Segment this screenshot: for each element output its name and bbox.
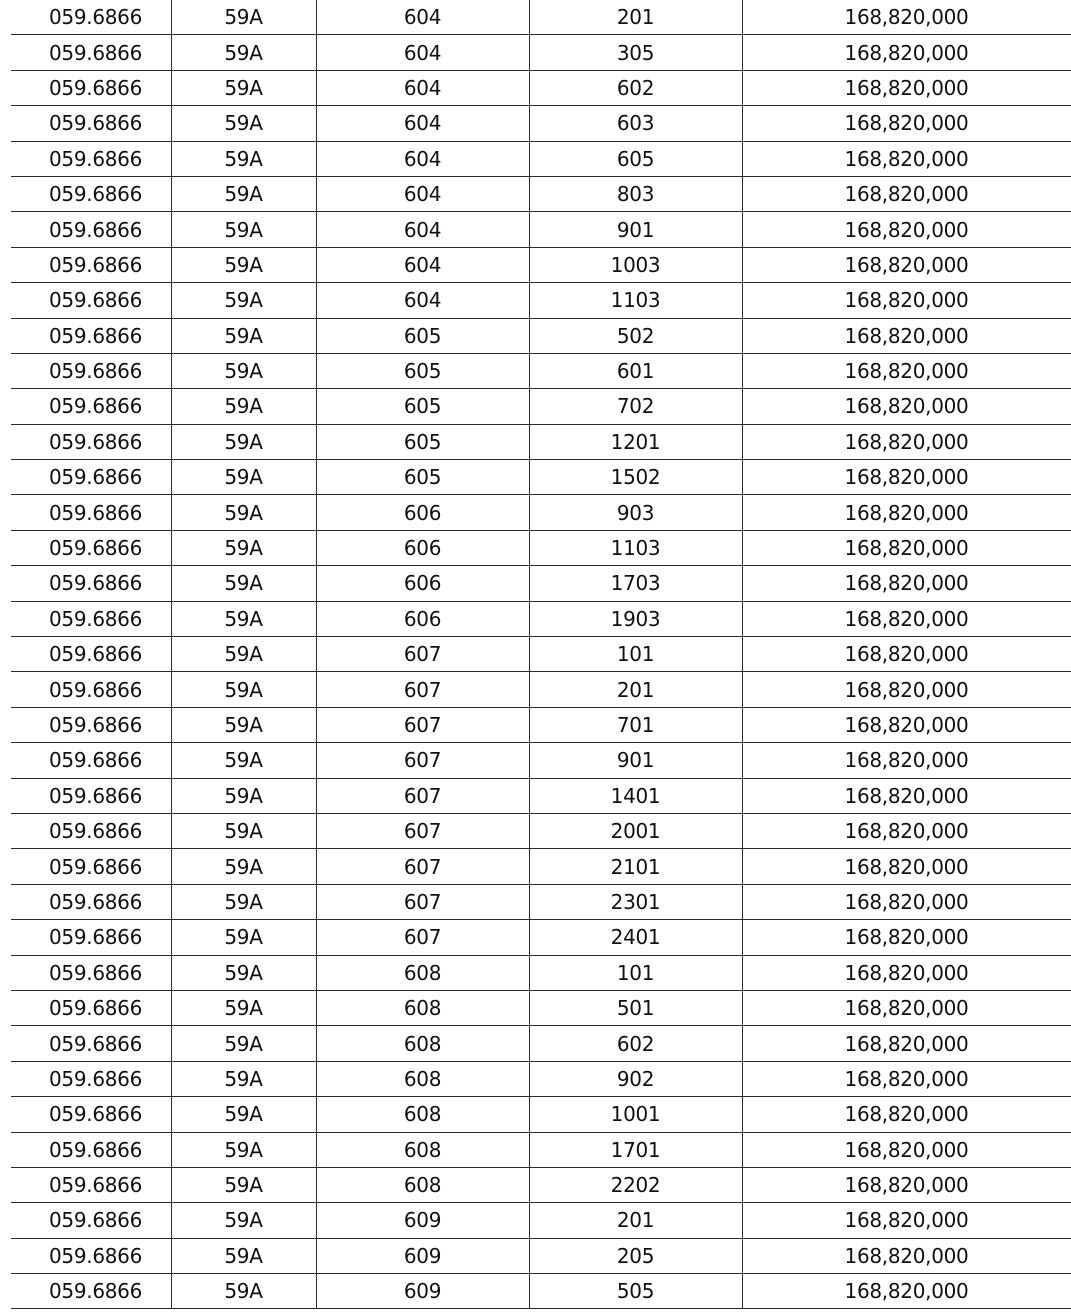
table-row bbox=[11, 990, 1071, 1025]
price-cell: 168,820,000 bbox=[742, 424, 1071, 459]
series-cell: 59A bbox=[171, 353, 316, 388]
code-cell: 059.6866 bbox=[11, 884, 171, 919]
unit-cell: 2202 bbox=[529, 1167, 742, 1202]
block-cell: 607 bbox=[316, 672, 529, 707]
price-cell: 168,820,000 bbox=[742, 849, 1071, 884]
price-cell: 168,820,000 bbox=[742, 601, 1071, 636]
unit-cell: 101 bbox=[529, 955, 742, 990]
unit-cell: 902 bbox=[529, 1061, 742, 1096]
table-row bbox=[11, 141, 1071, 176]
block-cell: 605 bbox=[316, 318, 529, 353]
code-cell: 059.6866 bbox=[11, 318, 171, 353]
unit-cell: 702 bbox=[529, 389, 742, 424]
block-cell: 604 bbox=[316, 0, 529, 35]
unit-cell: 602 bbox=[529, 1026, 742, 1061]
code-cell: 059.6866 bbox=[11, 1274, 171, 1309]
price-cell: 168,820,000 bbox=[742, 955, 1071, 990]
price-cell: 168,820,000 bbox=[742, 70, 1071, 105]
block-cell: 607 bbox=[316, 637, 529, 672]
price-cell: 168,820,000 bbox=[742, 176, 1071, 211]
block-cell: 604 bbox=[316, 35, 529, 70]
unit-cell: 205 bbox=[529, 1238, 742, 1273]
code-cell: 059.6866 bbox=[11, 637, 171, 672]
table-row bbox=[11, 212, 1071, 247]
table-row bbox=[11, 778, 1071, 813]
block-cell: 605 bbox=[316, 424, 529, 459]
series-cell: 59A bbox=[171, 1026, 316, 1061]
code-cell: 059.6866 bbox=[11, 743, 171, 778]
block-cell: 607 bbox=[316, 813, 529, 848]
table-row bbox=[11, 389, 1071, 424]
price-cell: 168,820,000 bbox=[742, 920, 1071, 955]
table-row bbox=[11, 672, 1071, 707]
block-cell: 608 bbox=[316, 1132, 529, 1167]
table-row bbox=[11, 884, 1071, 919]
series-cell: 59A bbox=[171, 530, 316, 565]
unit-cell: 1703 bbox=[529, 566, 742, 601]
series-cell: 59A bbox=[171, 212, 316, 247]
price-cell: 168,820,000 bbox=[742, 1203, 1071, 1238]
block-cell: 604 bbox=[316, 70, 529, 105]
unit-cell: 2301 bbox=[529, 884, 742, 919]
series-cell: 59A bbox=[171, 318, 316, 353]
price-cell: 168,820,000 bbox=[742, 1061, 1071, 1096]
price-cell: 168,820,000 bbox=[742, 283, 1071, 318]
block-cell: 606 bbox=[316, 530, 529, 565]
table-row bbox=[11, 530, 1071, 565]
series-cell: 59A bbox=[171, 601, 316, 636]
code-cell: 059.6866 bbox=[11, 1097, 171, 1132]
unit-cell: 1103 bbox=[529, 283, 742, 318]
table-row bbox=[11, 176, 1071, 211]
price-cell: 168,820,000 bbox=[742, 0, 1071, 35]
price-cell: 168,820,000 bbox=[742, 389, 1071, 424]
block-cell: 608 bbox=[316, 1167, 529, 1202]
block-cell: 607 bbox=[316, 884, 529, 919]
series-cell: 59A bbox=[171, 849, 316, 884]
unit-cell: 1001 bbox=[529, 1097, 742, 1132]
series-cell: 59A bbox=[171, 778, 316, 813]
block-cell: 607 bbox=[316, 920, 529, 955]
table-row bbox=[11, 601, 1071, 636]
code-cell: 059.6866 bbox=[11, 212, 171, 247]
table-row bbox=[11, 495, 1071, 530]
series-cell: 59A bbox=[171, 707, 316, 742]
code-cell: 059.6866 bbox=[11, 70, 171, 105]
unit-cell: 1103 bbox=[529, 530, 742, 565]
series-cell: 59A bbox=[171, 813, 316, 848]
price-cell: 168,820,000 bbox=[742, 637, 1071, 672]
series-cell: 59A bbox=[171, 176, 316, 211]
unit-cell: 1003 bbox=[529, 247, 742, 282]
price-cell: 168,820,000 bbox=[742, 990, 1071, 1025]
table-row bbox=[11, 1026, 1071, 1061]
series-cell: 59A bbox=[171, 743, 316, 778]
series-cell: 59A bbox=[171, 247, 316, 282]
code-cell: 059.6866 bbox=[11, 707, 171, 742]
unit-cell: 201 bbox=[529, 1203, 742, 1238]
series-cell: 59A bbox=[171, 884, 316, 919]
block-cell: 606 bbox=[316, 495, 529, 530]
price-cell: 168,820,000 bbox=[742, 1238, 1071, 1273]
block-cell: 608 bbox=[316, 990, 529, 1025]
unit-cell: 501 bbox=[529, 990, 742, 1025]
block-cell: 604 bbox=[316, 141, 529, 176]
table-row bbox=[11, 35, 1071, 70]
series-cell: 59A bbox=[171, 495, 316, 530]
unit-cell: 1201 bbox=[529, 424, 742, 459]
code-cell: 059.6866 bbox=[11, 0, 171, 35]
unit-cell: 305 bbox=[529, 35, 742, 70]
price-cell: 168,820,000 bbox=[742, 884, 1071, 919]
code-cell: 059.6866 bbox=[11, 530, 171, 565]
series-cell: 59A bbox=[171, 1097, 316, 1132]
code-cell: 059.6866 bbox=[11, 176, 171, 211]
code-cell: 059.6866 bbox=[11, 106, 171, 141]
code-cell: 059.6866 bbox=[11, 424, 171, 459]
code-cell: 059.6866 bbox=[11, 247, 171, 282]
unit-cell: 602 bbox=[529, 70, 742, 105]
price-cell: 168,820,000 bbox=[742, 813, 1071, 848]
price-cell: 168,820,000 bbox=[742, 743, 1071, 778]
series-cell: 59A bbox=[171, 0, 316, 35]
unit-cell: 1502 bbox=[529, 460, 742, 495]
block-cell: 608 bbox=[316, 1061, 529, 1096]
table-row bbox=[11, 1167, 1071, 1202]
series-cell: 59A bbox=[171, 920, 316, 955]
unit-cell: 901 bbox=[529, 212, 742, 247]
series-cell: 59A bbox=[171, 106, 316, 141]
unit-cell: 803 bbox=[529, 176, 742, 211]
price-cell: 168,820,000 bbox=[742, 672, 1071, 707]
code-cell: 059.6866 bbox=[11, 283, 171, 318]
block-cell: 605 bbox=[316, 460, 529, 495]
code-cell: 059.6866 bbox=[11, 672, 171, 707]
table-row bbox=[11, 813, 1071, 848]
price-cell: 168,820,000 bbox=[742, 212, 1071, 247]
block-cell: 606 bbox=[316, 601, 529, 636]
series-cell: 59A bbox=[171, 1203, 316, 1238]
unit-cell: 601 bbox=[529, 353, 742, 388]
block-cell: 604 bbox=[316, 106, 529, 141]
price-cell: 168,820,000 bbox=[742, 460, 1071, 495]
price-cell: 168,820,000 bbox=[742, 141, 1071, 176]
block-cell: 606 bbox=[316, 566, 529, 601]
unit-cell: 201 bbox=[529, 672, 742, 707]
unit-cell: 1903 bbox=[529, 601, 742, 636]
block-cell: 604 bbox=[316, 176, 529, 211]
price-cell: 168,820,000 bbox=[742, 35, 1071, 70]
series-cell: 59A bbox=[171, 1167, 316, 1202]
price-cell: 168,820,000 bbox=[742, 247, 1071, 282]
series-cell: 59A bbox=[171, 283, 316, 318]
price-cell: 168,820,000 bbox=[742, 778, 1071, 813]
price-cell: 168,820,000 bbox=[742, 1167, 1071, 1202]
unit-cell: 2101 bbox=[529, 849, 742, 884]
price-cell: 168,820,000 bbox=[742, 318, 1071, 353]
code-cell: 059.6866 bbox=[11, 1203, 171, 1238]
code-cell: 059.6866 bbox=[11, 778, 171, 813]
series-cell: 59A bbox=[171, 35, 316, 70]
code-cell: 059.6866 bbox=[11, 1167, 171, 1202]
table-row bbox=[11, 353, 1071, 388]
block-cell: 604 bbox=[316, 283, 529, 318]
table-row bbox=[11, 743, 1071, 778]
block-cell: 607 bbox=[316, 778, 529, 813]
code-cell: 059.6866 bbox=[11, 813, 171, 848]
table-row bbox=[11, 1097, 1071, 1132]
price-cell: 168,820,000 bbox=[742, 106, 1071, 141]
code-cell: 059.6866 bbox=[11, 35, 171, 70]
series-cell: 59A bbox=[171, 1274, 316, 1309]
table-row bbox=[11, 318, 1071, 353]
table-row bbox=[11, 637, 1071, 672]
series-cell: 59A bbox=[171, 1132, 316, 1167]
series-cell: 59A bbox=[171, 637, 316, 672]
price-cell: 168,820,000 bbox=[742, 1097, 1071, 1132]
table-row bbox=[11, 70, 1071, 105]
table-row bbox=[11, 460, 1071, 495]
series-cell: 59A bbox=[171, 990, 316, 1025]
block-cell: 608 bbox=[316, 955, 529, 990]
series-cell: 59A bbox=[171, 1061, 316, 1096]
unit-cell: 1401 bbox=[529, 778, 742, 813]
series-cell: 59A bbox=[171, 141, 316, 176]
series-cell: 59A bbox=[171, 460, 316, 495]
block-cell: 607 bbox=[316, 743, 529, 778]
price-cell: 168,820,000 bbox=[742, 1026, 1071, 1061]
data-table bbox=[11, 0, 1071, 1309]
table-row bbox=[11, 1274, 1071, 1309]
series-cell: 59A bbox=[171, 672, 316, 707]
unit-cell: 2401 bbox=[529, 920, 742, 955]
code-cell: 059.6866 bbox=[11, 460, 171, 495]
table-row bbox=[11, 920, 1071, 955]
price-cell: 168,820,000 bbox=[742, 1274, 1071, 1309]
unit-cell: 2001 bbox=[529, 813, 742, 848]
table-row bbox=[11, 955, 1071, 990]
code-cell: 059.6866 bbox=[11, 353, 171, 388]
unit-cell: 201 bbox=[529, 0, 742, 35]
code-cell: 059.6866 bbox=[11, 1026, 171, 1061]
table-row bbox=[11, 1238, 1071, 1273]
unit-cell: 605 bbox=[529, 141, 742, 176]
table-body bbox=[11, 0, 1071, 1309]
code-cell: 059.6866 bbox=[11, 389, 171, 424]
price-cell: 168,820,000 bbox=[742, 353, 1071, 388]
series-cell: 59A bbox=[171, 566, 316, 601]
code-cell: 059.6866 bbox=[11, 601, 171, 636]
block-cell: 605 bbox=[316, 353, 529, 388]
unit-cell: 903 bbox=[529, 495, 742, 530]
code-cell: 059.6866 bbox=[11, 849, 171, 884]
block-cell: 608 bbox=[316, 1026, 529, 1061]
price-cell: 168,820,000 bbox=[742, 495, 1071, 530]
unit-cell: 901 bbox=[529, 743, 742, 778]
block-cell: 604 bbox=[316, 247, 529, 282]
price-cell: 168,820,000 bbox=[742, 566, 1071, 601]
series-cell: 59A bbox=[171, 424, 316, 459]
table-row bbox=[11, 1203, 1071, 1238]
table-row bbox=[11, 283, 1071, 318]
code-cell: 059.6866 bbox=[11, 566, 171, 601]
unit-cell: 505 bbox=[529, 1274, 742, 1309]
table-row bbox=[11, 424, 1071, 459]
table-row bbox=[11, 106, 1071, 141]
price-cell: 168,820,000 bbox=[742, 707, 1071, 742]
unit-cell: 1701 bbox=[529, 1132, 742, 1167]
code-cell: 059.6866 bbox=[11, 990, 171, 1025]
table-row bbox=[11, 849, 1071, 884]
block-cell: 608 bbox=[316, 1097, 529, 1132]
block-cell: 609 bbox=[316, 1238, 529, 1273]
price-cell: 168,820,000 bbox=[742, 1132, 1071, 1167]
unit-cell: 502 bbox=[529, 318, 742, 353]
block-cell: 604 bbox=[316, 212, 529, 247]
series-cell: 59A bbox=[171, 70, 316, 105]
code-cell: 059.6866 bbox=[11, 1132, 171, 1167]
series-cell: 59A bbox=[171, 1238, 316, 1273]
table-row bbox=[11, 247, 1071, 282]
block-cell: 607 bbox=[316, 707, 529, 742]
block-cell: 605 bbox=[316, 389, 529, 424]
unit-cell: 701 bbox=[529, 707, 742, 742]
unit-cell: 603 bbox=[529, 106, 742, 141]
table-row bbox=[11, 1061, 1071, 1096]
unit-cell: 101 bbox=[529, 637, 742, 672]
code-cell: 059.6866 bbox=[11, 495, 171, 530]
code-cell: 059.6866 bbox=[11, 1061, 171, 1096]
table-row bbox=[11, 707, 1071, 742]
table-row bbox=[11, 0, 1071, 35]
code-cell: 059.6866 bbox=[11, 920, 171, 955]
code-cell: 059.6866 bbox=[11, 1238, 171, 1273]
block-cell: 607 bbox=[316, 849, 529, 884]
table-row bbox=[11, 566, 1071, 601]
block-cell: 609 bbox=[316, 1274, 529, 1309]
table-row bbox=[11, 1132, 1071, 1167]
block-cell: 609 bbox=[316, 1203, 529, 1238]
series-cell: 59A bbox=[171, 955, 316, 990]
series-cell: 59A bbox=[171, 389, 316, 424]
price-cell: 168,820,000 bbox=[742, 530, 1071, 565]
code-cell: 059.6866 bbox=[11, 141, 171, 176]
code-cell: 059.6866 bbox=[11, 955, 171, 990]
